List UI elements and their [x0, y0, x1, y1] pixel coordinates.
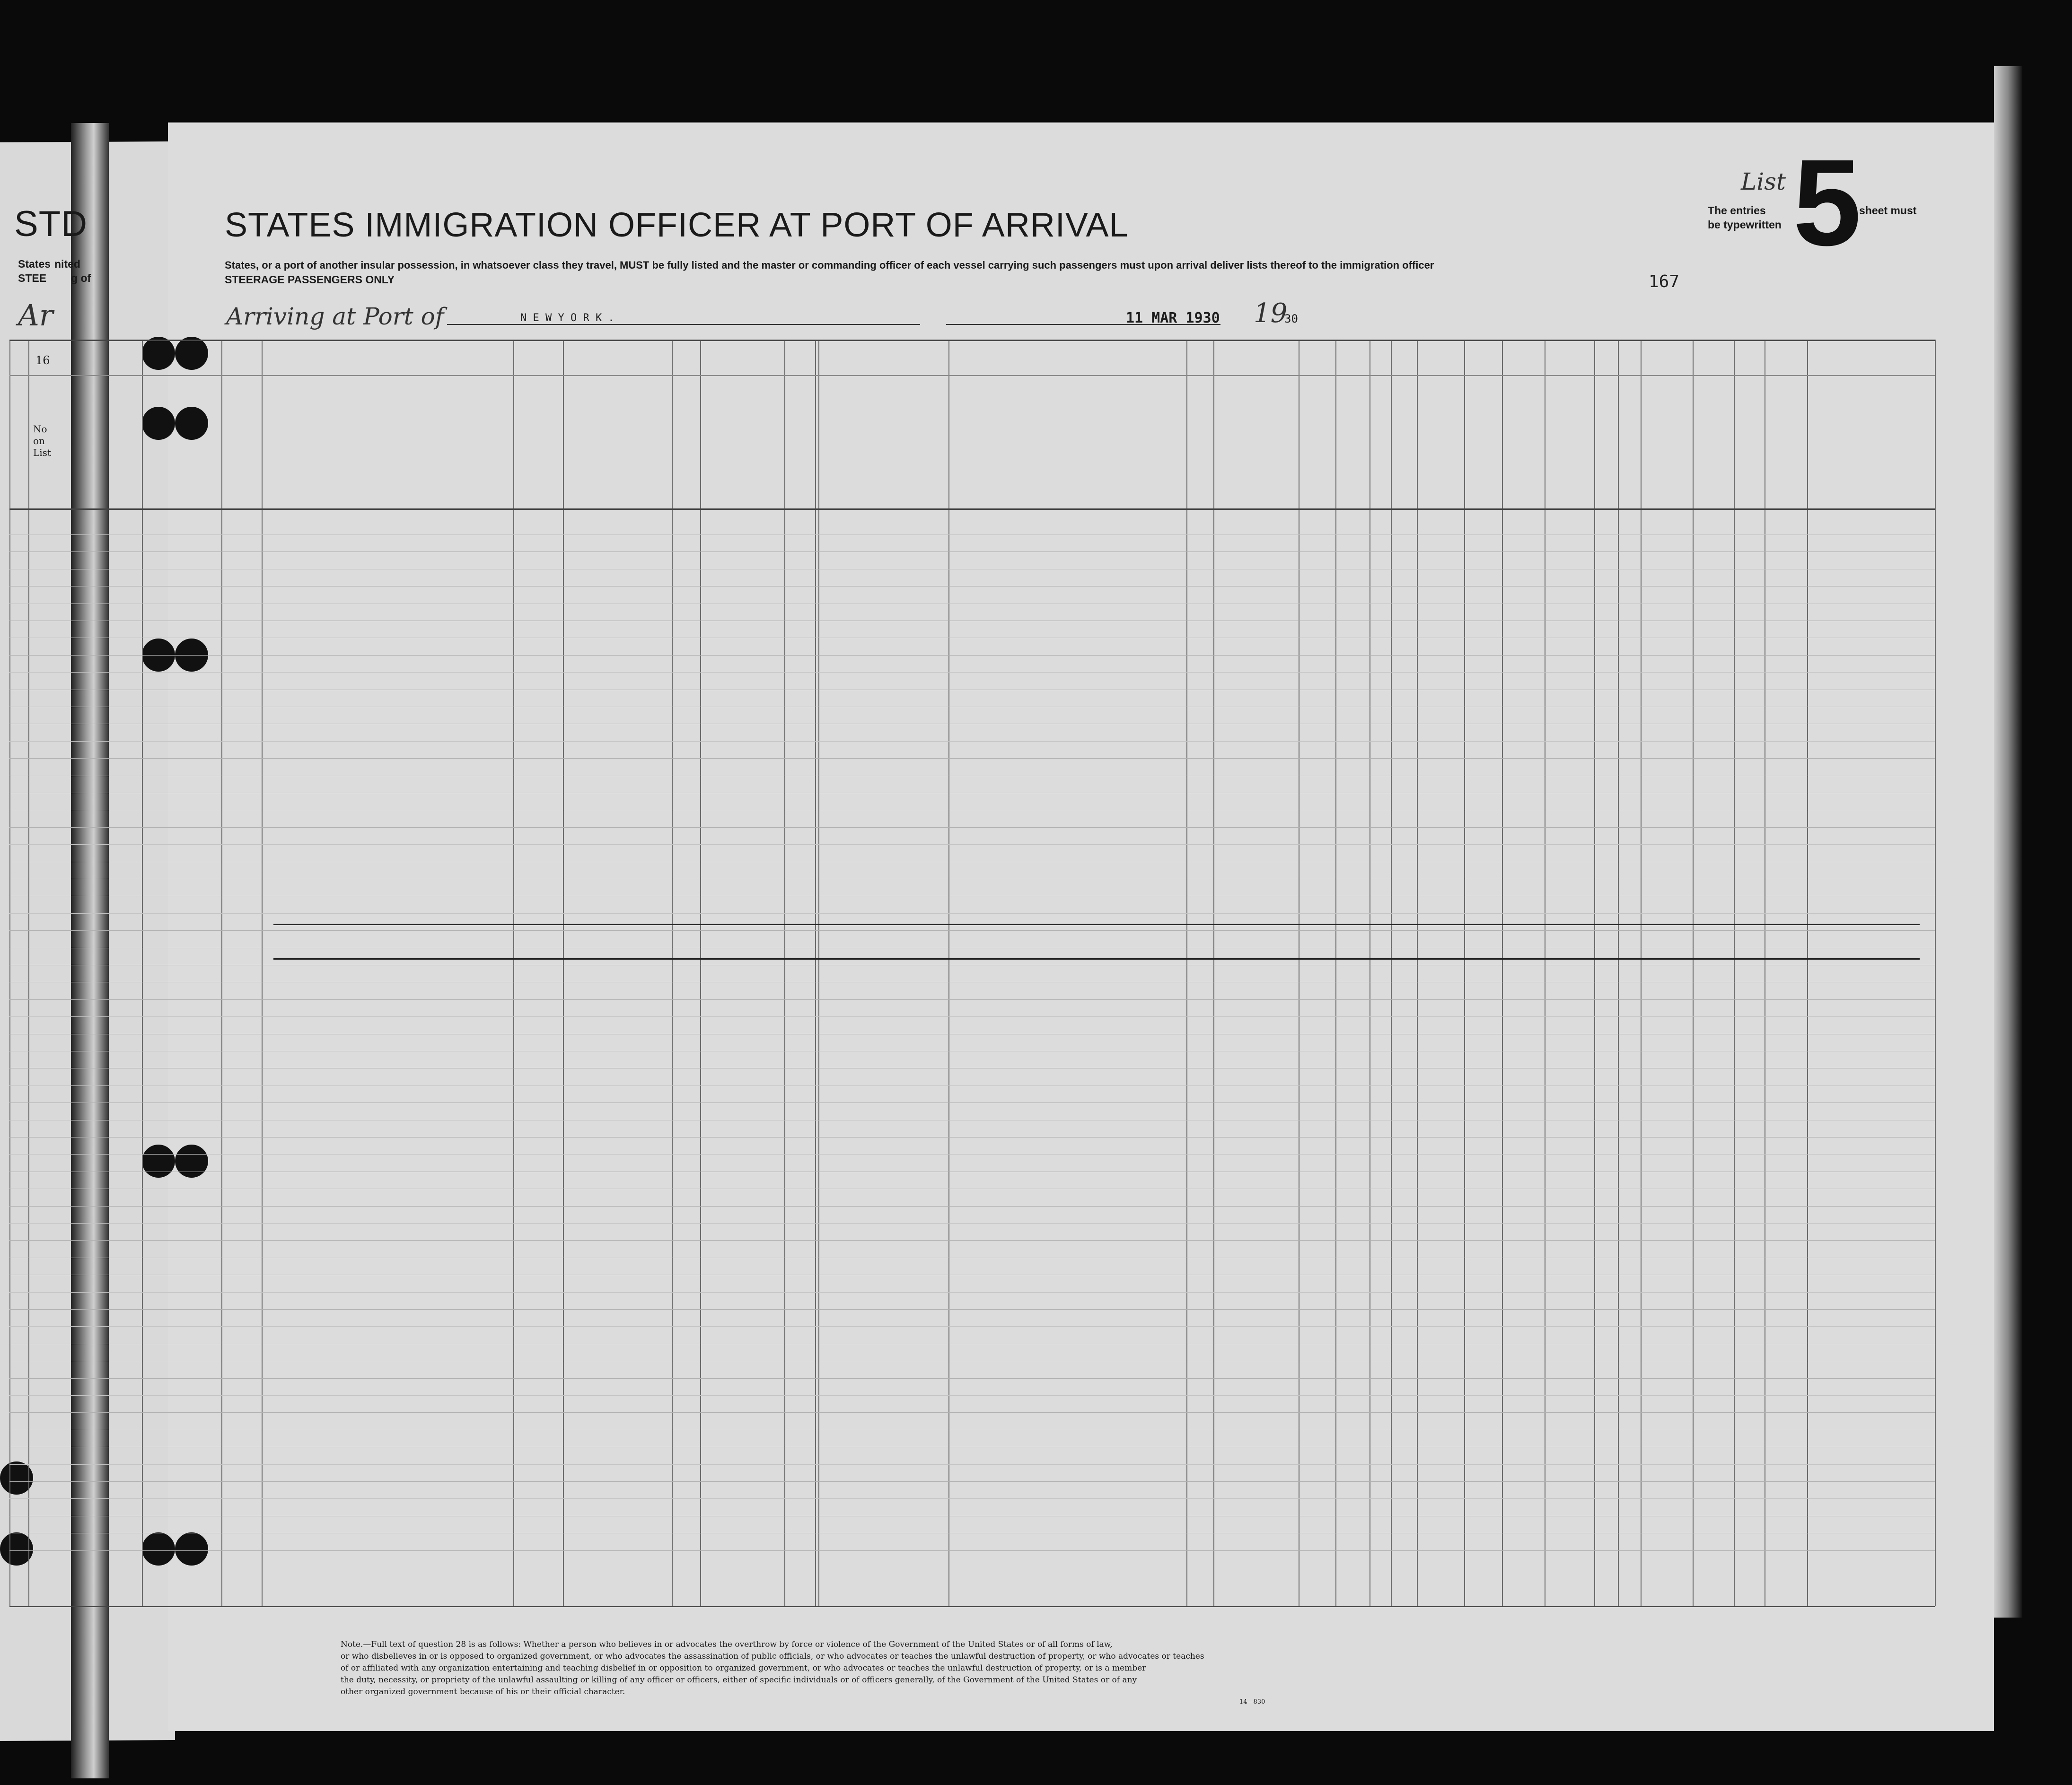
row-rule	[9, 1223, 1935, 1224]
column-rule	[9, 340, 10, 1606]
row-rule	[9, 1154, 1935, 1155]
right-page-edge	[1994, 66, 2022, 1618]
column-rule	[1594, 340, 1595, 1606]
row-rule	[9, 1395, 1935, 1396]
form-code: 14—830	[1239, 1698, 1265, 1706]
binder-hole	[142, 1145, 175, 1178]
column-rule	[1335, 340, 1336, 1606]
row-rule	[9, 1498, 1935, 1499]
row-rule	[9, 534, 1935, 535]
row-rule	[9, 999, 1935, 1000]
entries-note: sheet must	[1859, 204, 1917, 217]
manifest-page	[168, 122, 1994, 1731]
row-rule	[9, 1137, 1935, 1138]
table-top-rule	[9, 340, 1935, 341]
left-no-label: No	[33, 423, 47, 435]
column-rule	[513, 340, 514, 1606]
header-bottom-rule	[9, 508, 1935, 510]
row-rule	[9, 1309, 1935, 1310]
passenger-class: STEERAGE PASSENGERS ONLY	[225, 273, 395, 286]
year-prefix: 19	[1254, 298, 1288, 329]
column-rule	[784, 340, 785, 1606]
header-rule	[9, 375, 1935, 376]
footer-note-line: Note.—Full text of question 28 is as follows: Whether a person who believes in or advocates the overthrow by force or violence of the Government of the United States or of all forms of law,	[341, 1640, 1113, 1649]
binder-hole	[175, 1145, 208, 1178]
row-rule	[9, 655, 1935, 656]
row-rule	[9, 1206, 1935, 1207]
column-rule	[1693, 340, 1694, 1606]
page-subtitle: States, or a port of another insular possession, in whatsoever class they travel, MUST be fully listed and the master or commanding officer of each vessel carrying such passengers must upon arrival deliver lists thereof to the immigration officer	[225, 259, 1434, 271]
arrival-date-stamp: 11 MAR 1930	[1126, 310, 1220, 326]
left-title-fragment: STD	[14, 204, 88, 244]
column-rule	[563, 340, 564, 1606]
row-rule	[9, 1464, 1935, 1465]
binder-hole	[142, 1532, 175, 1566]
footer-note-line: or who disbelieves in or is opposed to organized government, or who advocates the assassination of public officials, or who advocates or teaches the unlawful destruction of property, or who advocates or teaches	[341, 1652, 1204, 1661]
binding-spine	[71, 123, 109, 1778]
column-rule	[948, 340, 949, 1606]
left-text-fragment: g of	[71, 272, 91, 284]
row-rule	[9, 1292, 1935, 1293]
arriving-label: Arriving at Port of	[226, 303, 444, 330]
binder-hole	[175, 337, 208, 370]
column-rule	[1807, 340, 1808, 1606]
left-no-label: on	[33, 435, 45, 446]
column-rule	[1618, 340, 1619, 1606]
left-text-fragment: nited	[54, 258, 80, 270]
binder-hole	[175, 407, 208, 440]
port-underline	[447, 324, 920, 325]
left-text-fragment: Ar	[18, 298, 53, 332]
row-rule	[9, 1102, 1935, 1103]
column-rule	[1186, 340, 1187, 1606]
column-rule	[1464, 340, 1465, 1606]
column-rule	[700, 340, 701, 1606]
left-text-fragment: STEE	[18, 272, 47, 284]
left-column-number: 16	[35, 354, 50, 367]
footer-note-line: the duty, necessity, or propriety of the unlawful assaulting or killing of any officer or officers, either of specific individuals or of officers generally, of the Government of the United States or of any	[341, 1675, 1137, 1685]
column-rule	[672, 340, 673, 1606]
column-rule	[815, 340, 816, 1606]
row-rule	[9, 1412, 1935, 1413]
row-rule	[9, 1326, 1935, 1327]
column-rule	[1213, 340, 1214, 1606]
row-rule	[9, 1378, 1935, 1379]
row-rule	[9, 1550, 1935, 1551]
strike-through-line	[273, 958, 1920, 960]
row-rule	[9, 758, 1935, 759]
row-rule	[9, 741, 1935, 742]
row-rule	[9, 930, 1935, 931]
year-suffix: 30	[1284, 312, 1298, 325]
entries-note: The entries	[1708, 204, 1766, 217]
column-rule	[1734, 340, 1735, 1606]
column-rule	[1641, 340, 1642, 1606]
row-rule	[9, 827, 1935, 828]
column-rule	[142, 340, 143, 1606]
footer-note-line: other organized government because of his or their official character.	[341, 1687, 625, 1697]
port-name: N E W Y O R K .	[520, 312, 615, 324]
list-label: List	[1741, 168, 1786, 195]
row-rule	[9, 1481, 1935, 1482]
left-text-fragment: States	[18, 258, 51, 270]
list-number: 5	[1793, 134, 1861, 271]
entries-note: be typewritten	[1708, 219, 1782, 231]
column-rule	[818, 340, 819, 1606]
column-rule	[1935, 340, 1936, 1606]
row-rule	[9, 1240, 1935, 1241]
row-rule	[9, 844, 1935, 845]
column-rule	[262, 340, 263, 1606]
row-rule	[9, 1085, 1935, 1086]
column-rule	[28, 340, 29, 1606]
left-no-label: List	[33, 447, 51, 458]
row-rule	[9, 551, 1935, 552]
page-title: STATES IMMIGRATION OFFICER AT PORT OF ARRIVAL	[225, 206, 1129, 244]
column-rule	[1502, 340, 1503, 1606]
binder-hole	[175, 1532, 208, 1566]
table-bottom-rule	[9, 1606, 1935, 1607]
binder-hole	[142, 337, 175, 370]
binder-hole	[142, 407, 175, 440]
column-rule	[1417, 340, 1418, 1606]
strike-through-line	[273, 924, 1920, 925]
column-rule	[1391, 340, 1392, 1606]
column-rule	[221, 340, 222, 1606]
row-rule	[9, 672, 1935, 673]
row-rule	[9, 1016, 1935, 1017]
page-number: 167	[1649, 272, 1680, 291]
footer-note-line: of or affiliated with any organization entertaining and teaching disbelief in or opposition to organized government, or who advocates or teaches the unlawful destruction of property, or is a member	[341, 1663, 1146, 1673]
row-rule	[9, 913, 1935, 914]
